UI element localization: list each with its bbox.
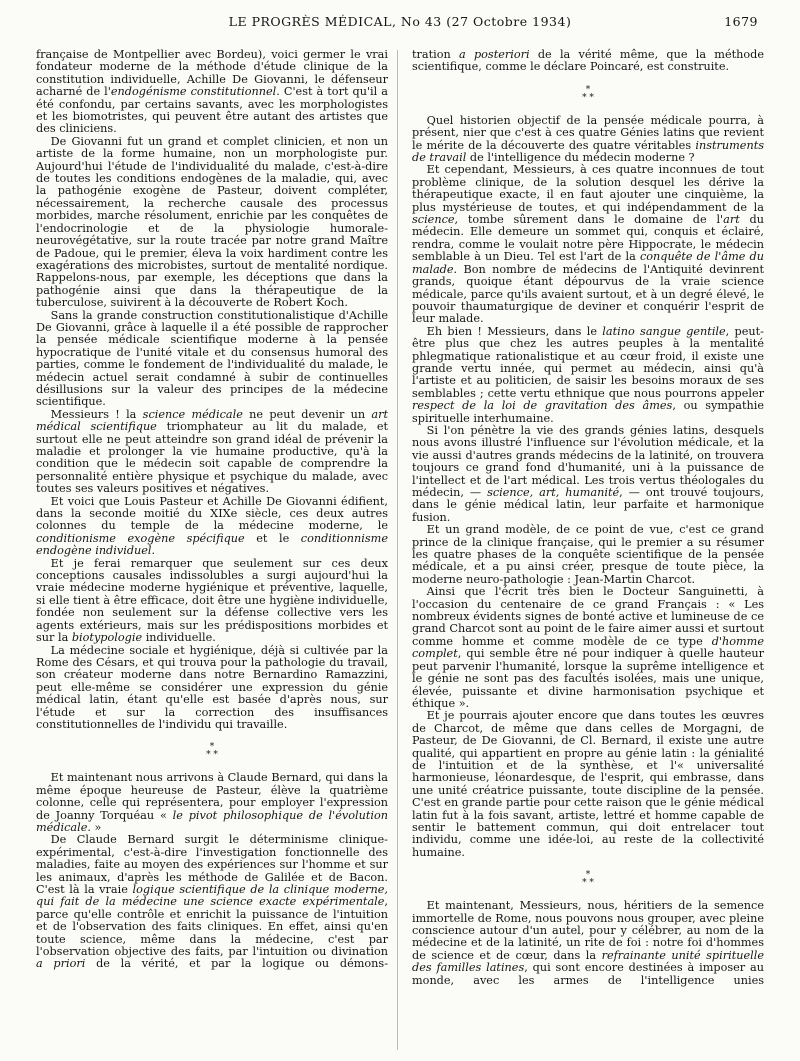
paragraph: Et maintenant nous arrivons à Claude Bernard, qui dans la même époque heureuse de Pasteur, élève la quatrième colonne, celle qui représentera, pour employer l'expression de Joanny Torquéau « le pivot philosophique de l'évolution médicale. »	[36, 771, 388, 834]
running-title: LE PROGRÈS MÉDICAL, No 43 (27 Octobre 1934)	[228, 14, 572, 29]
column-divider	[397, 50, 398, 1050]
paragraph: La médecine sociale et hygiénique, déjà si cultivée par la Rome des Césars, et qui trouva pour la pathologie du travail, son créateur moderne dans notre Bernardino Ramazzini, peut elle-même se considérer une expression du génie médical latin, étant qu'elle est basée d'après nous, sur l'étude et sur la correction des insuffisances constitutionnelles de l'individu qui travaille.	[36, 643, 388, 731]
paragraph: Messieurs ! la science médicale ne peut devenir un art médical scientifique triomphateur au lit du malade, et surtout elle ne peut atteindre son grand idéal de prévenir la maladie et prolonger la vie humaine productive, qu'à la condition que le médecin soit capable de comprendre la personnalité entière physique et psychique du malade, avec toutes ses valeurs positives et négatives.	[36, 407, 388, 496]
paragraph: Et un grand modèle, de ce point de vue, c'est ce grand prince de la clinique française, qui le premier a su résumer les quatre phases de la conquête scientifique de la pensée médicale, et a pu ainsi créer, presque de toute pièce, la moderne neuro-pathologie : Jean-Martin Charcot.	[412, 523, 764, 586]
paragraph: tration a posteriori de la vérité même, que la méthode scientifique, comme le déclare Poincaré, est construite.	[412, 48, 765, 74]
right-column	[412, 49, 764, 987]
paragraph: Quel historien objectif de la pensée médicale pourra, à présent, nier que c'est à ces quatre Génies latins que revient le mérite de la découverte des quatre véritables instruments de travail de l'intelligence du médecin moderne ?	[412, 113, 764, 165]
section-separator-stars: * * *	[582, 870, 594, 889]
paragraph: Et voici que Louis Pasteur et Achille De Giovanni édifient, dans la seconde moitié du XIXe siècle, ces deux autres colonnes du temple de la médecine moderne, le conditionisme exogène spécifique et le conditionnisme endogène individuel.	[36, 494, 388, 558]
paragraph: Sans la grande construction constitutionalistique d'Achille De Giovanni, grâce à laquelle il a été possible de rapprocher la pensée médicale scientifique moderne à la pensée hypocratique de l'unité vitale et du consensus humoral des parties, comme le fondement de l'individualité du malade, le médecin actuel serait condamné à subir de continuelles désillusions sur la valeur des principes de la médecine scientifique.	[36, 308, 388, 409]
paragraph: De Giovanni fut un grand et complet clinicien, et non un artiste de la forme humaine, non un morphologiste pur. Aujourd'hui l'étude de l'individualité du malade, c'est-à-dire de toutes les conditions endogènes de la maladie, qui, avec la pathogénie exogène de Pasteur, doivent compléter, nécessairement, la recherche causale des processus morbides, marche résolument, enrichie par les conquêtes de l'endocrinologie et de la physiologie humorale-neurovégétative, sur la route tracée par notre grand Maître de Padoue, qui le premier, éleva la voix hardiment contre les exagérations des microbistes, surtout de mentalité nordique. Rappelons-nous, par exemple, les déceptions que dans la pathogénie ainsi que dans la thérapeutique de la tuberculose, suivirent à la découverte de Robert Koch.	[36, 134, 388, 310]
section-separator-stars: * * *	[582, 84, 594, 103]
page-number: 1679	[724, 14, 758, 29]
paragraph: française de Montpellier avec Bordeu), voici germer le vrai fondateur moderne de la méthode d'étude clinique de la constitution individuelle, Achille De Giovanni, le défenseur acharné de l'endogénisme constitutionnel. C'est à tort qu'il a été confondu, par certains savants, avec les morphologistes et les biomotristes, qui peuvent être autant des artistes que des cliniciens.	[36, 48, 388, 136]
section-separator-stars: * * *	[206, 742, 218, 761]
paragraph: Et je ferai remarquer que seulement sur ces deux conceptions causales indissolubles a surgi aujourd'hui la vraie médecine moderne hygiénique et préventive, laquelle, si elle tient à être efficace, doit être une hygiène individuelle, fondée non seulement sur la défense collective vers les agents extérieurs, mais sur les prédispositions morbides et sur la biotypologie individuelle.	[36, 556, 388, 645]
paragraph: Si l'on pénètre la vie des grands génies latins, desquels nous avons illustré l'influence sur l'évolution médicale, et la vie aussi d'autres grands médecins de la latinité, on trouvera toujours ce grand fond d'humanité, uni à la puissance de l'intellect et de l'art médical. Les trois vertus théologales du médecin, — science, art, humanité, — ont trouvé toujours, dans le génie médical latin, leur parfaite et harmonique fusion.	[412, 423, 764, 524]
paragraph: Et cependant, Messieurs, à ces quatre inconnues de tout problème clinique, de la solution desquel les dérive la thérapeutique exacte, il en faut ajouter une cinquième, la plus mystérieuse de toutes, et qui indépendamment de la science, tombe sûrement dans le domaine de l'art du médecin. Elle demeure un sommet qui, conquis et éclairé, rendra, comme le voulait notre père Hippocrate, le médecin semblable à un Dieu. Tel est l'art de la conquête de l'âme du malade. Bon nombre de médecins de l'Antiquité devinrent grands, quoique étant dépourvus de la vraie science médicale, parce qu'ils avaient surtout, et à un degré élevé, le pouvoir thaumaturgique de deviner et conquérir l'esprit de leur malade.	[412, 163, 764, 326]
paragraph: De Claude Bernard surgit le déterminisme clinique-expérimental, c'est-à-dire l'investigation fonctionnelle des maladies, faite au moyen des expériences sur l'homme et sur les animaux, d'après les méthode de Galilée et de Bacon. C'est là la vraie logique scientifique de la clinique moderne, qui fait de la médecine une science exacte expérimentale, parce qu'elle contrôle et enrichit la puissance de l'intuition et de l'observation des faits cliniques. En effet, ainsi qu'en toute science, même dans la médecine, c'est par l'observation objective des faits, par l'intuition ou divination a priori de la vérité, et par la logique ou démons-	[36, 833, 389, 971]
paragraph: Ainsi que l'écrit très bien le Docteur Sanguinetti, à l'occasion du centenaire de ce grand Français : « Les nombreux évidents signes de bonté active et lumineuse de ce grand Charcot sont au point de le faire aimer aussi et surtout comme homme et comme modèle de ce type d'homme complet, qui semble être né pour indiquer à quelle hauteur peut parvenir l'humanité, lorsque la suprême intelligence et le génie ne sont pas des facultés isolées, mais une unique, élevée, puissante et divine harmonisation psychique et éthique ».	[412, 585, 764, 710]
paragraph: Et je pourrais ajouter encore que dans toutes les œuvres de Charcot, de même que dans celles de Morgagni, de Pasteur, de De Giovanni, de Cl. Bernard, il existe une autre qualité, qui appartient en propre au génie latin : la génialité de l'intuition et de la synthèse, et l'« universalité harmonieuse, léonardesque, de l'esprit, qui embrasse, dans une unité créatrice puissante, toute discipline de la pensée. C'est en grande partie pour cette raison que le génie médical latin fut à la fois savant, artiste, lettré et homme capable de sentir le battement commun, qui doit entrelacer tout individu, comme une idée-loi, au reste de la collectivité humaine.	[412, 709, 764, 859]
paragraph: Eh bien ! Messieurs, dans le latino sangue gentile, peut-être plus que chez les autres peuples à la mentalité phlegmatique rationalistique et au cœur froid, il existe une grande vertu innée, qui permet au médecin, ainsi qu'à l'artiste et au politicien, de saisir les besoins moraux de ses semblables ; cette vertu ethnique que nous pourrons appeler respect de la loi de gravitation des âmes, ou sympathie spirituelle interhumaine.	[412, 324, 764, 425]
left-column	[36, 49, 388, 971]
paragraph: Et maintenant, Messieurs, nous, héritiers de la semence immortelle de Rome, nous pouvons nous grouper, avec pleine conscience autour d'un autel, pour y célébrer, au nom de la médecine et de la latinité, un rite de foi : notre foi d'hommes de science et de cœur, dans la refrainante unité spirituelle des familles latines, qui sont encore destinées à imposer au monde, avec les armes de l'intelligence unies	[412, 899, 764, 987]
running-header	[30, 14, 770, 32]
